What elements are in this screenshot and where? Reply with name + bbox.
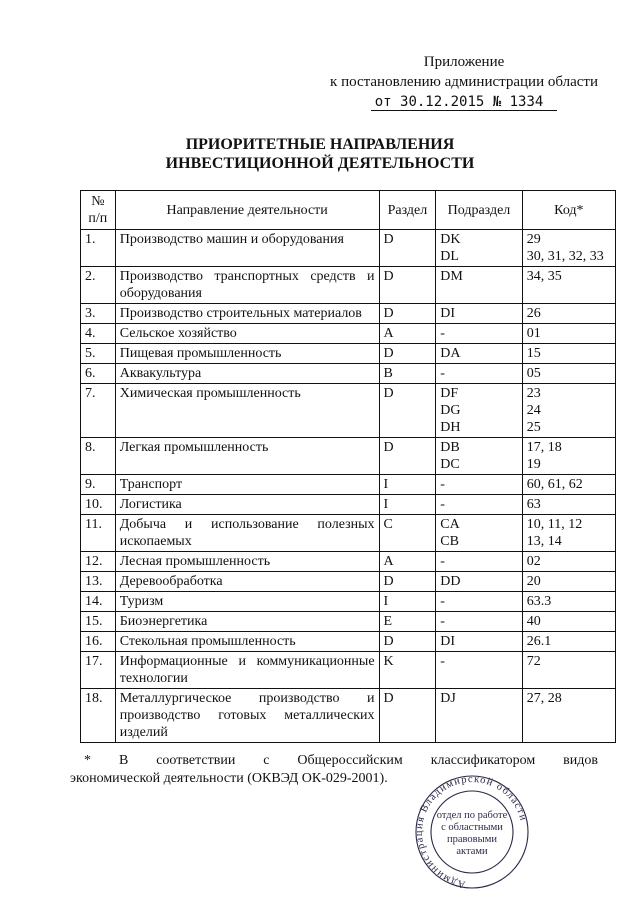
table-row [81, 384, 616, 438]
table-row [81, 438, 616, 475]
row-direction: Транспорт [115, 475, 379, 495]
table-row [81, 267, 616, 304]
row-direction: Лесная промышленность [115, 552, 379, 572]
okved-code: 25 [526, 420, 541, 435]
okved-code: 15 [526, 346, 541, 361]
subsection-code: - [440, 497, 445, 512]
table-row [81, 364, 616, 384]
stamp-center-text [437, 810, 508, 857]
row-direction: Аквакультура [115, 364, 379, 384]
row-number: 15. [81, 612, 116, 632]
okved-code: 23 [526, 386, 541, 401]
row-subsections [436, 652, 522, 689]
row-subsections [436, 364, 522, 384]
subsection-code: DI [440, 634, 456, 649]
okved-code: 30, 31, 32, 33 [526, 249, 604, 264]
okved-code: 05 [526, 366, 541, 381]
row-subsections [436, 632, 522, 652]
decree-reference: от 30.12.2015 № 1334 [371, 94, 558, 111]
row-codes [522, 592, 615, 612]
row-number: 18. [81, 689, 116, 743]
table-row [81, 572, 616, 592]
row-section: I [379, 475, 436, 495]
table-row [81, 689, 616, 743]
okved-code: 19 [526, 457, 541, 472]
subsection-code: DD [440, 574, 461, 589]
subsection-code: DM [440, 269, 463, 284]
table-row [81, 324, 616, 344]
okved-code: 26.1 [526, 634, 552, 649]
row-direction: Информационные и коммуникационные технологии [115, 652, 379, 689]
row-section: D [379, 304, 436, 324]
row-subsections [436, 267, 522, 304]
row-number: 2. [81, 267, 116, 304]
row-codes [522, 344, 615, 364]
row-number: 17. [81, 652, 116, 689]
row-codes [522, 652, 615, 689]
okved-code: 63.3 [526, 594, 552, 609]
row-subsections [436, 384, 522, 438]
row-codes [522, 230, 615, 267]
okved-code: 40 [526, 614, 541, 629]
row-direction: Химическая промышленность [115, 384, 379, 438]
subsection-code: CA [440, 517, 460, 532]
row-number: 16. [81, 632, 116, 652]
row-codes [522, 364, 615, 384]
subsection-code: DB [440, 440, 460, 455]
row-codes [522, 632, 615, 652]
row-section: A [379, 324, 436, 344]
row-subsections [436, 304, 522, 324]
table-row [81, 495, 616, 515]
row-subsections [436, 344, 522, 364]
row-codes [522, 267, 615, 304]
header-subsection: Подраздел [436, 191, 522, 230]
footnote-word: классификатором [430, 753, 536, 768]
footnote-word: видов [563, 753, 598, 768]
subsection-code: DF [440, 386, 459, 401]
row-direction: Деревообработка [115, 572, 379, 592]
okved-code: 72 [526, 654, 541, 669]
header-direction: Направление деятельности [115, 191, 379, 230]
subsection-code: CB [440, 534, 459, 549]
subsection-code: - [440, 326, 445, 341]
row-section: D [379, 267, 436, 304]
row-number: 5. [81, 344, 116, 364]
table-row [81, 304, 616, 324]
header-section: Раздел [379, 191, 436, 230]
header-number: № п/п [81, 191, 116, 230]
table-row [81, 652, 616, 689]
row-number: 8. [81, 438, 116, 475]
subsection-code: DJ [440, 691, 456, 706]
row-number: 4. [81, 324, 116, 344]
appendix-header [330, 52, 598, 112]
row-section: D [379, 632, 436, 652]
subsection-code: DI [440, 306, 456, 321]
okved-code: 63 [526, 497, 541, 512]
row-subsections [436, 592, 522, 612]
okved-code: 24 [526, 403, 541, 418]
row-number: 9. [81, 475, 116, 495]
row-codes [522, 515, 615, 552]
row-direction: Добыча и использование полезных ископаемых [115, 515, 379, 552]
stamp-ring-text: Администрация Владимирской области [413, 773, 529, 890]
row-section: D [379, 384, 436, 438]
row-section: I [379, 495, 436, 515]
row-number: 6. [81, 364, 116, 384]
table-row [81, 344, 616, 364]
row-section: B [379, 364, 436, 384]
okved-code: 27, 28 [526, 691, 562, 706]
row-number: 7. [81, 384, 116, 438]
table-row [81, 612, 616, 632]
subsection-code: DL [440, 249, 459, 264]
row-section: D [379, 230, 436, 267]
row-direction: Сельское хозяйство [115, 324, 379, 344]
table-body [81, 230, 616, 743]
okved-code: 01 [526, 326, 541, 341]
row-codes [522, 304, 615, 324]
row-direction: Производство машин и оборудования [115, 230, 379, 267]
subsection-code: - [440, 366, 445, 381]
okved-code: 60, 61, 62 [526, 477, 583, 492]
subsection-code: - [440, 594, 445, 609]
okved-code: 17, 18 [526, 440, 562, 455]
row-section: D [379, 438, 436, 475]
stamp-center-line: правовыми [447, 834, 497, 845]
row-subsections [436, 552, 522, 572]
row-direction: Производство строительных материалов [115, 304, 379, 324]
row-subsections [436, 689, 522, 743]
row-codes [522, 689, 615, 743]
row-section: K [379, 652, 436, 689]
row-codes [522, 384, 615, 438]
row-codes [522, 612, 615, 632]
row-direction: Производство транспортных средств и оборудования [115, 267, 379, 304]
header-code: Код* [522, 191, 615, 230]
priority-directions-table [80, 190, 616, 743]
subsection-code: DG [440, 403, 461, 418]
footnote-mark: * [84, 753, 91, 768]
row-codes [522, 572, 615, 592]
row-subsections [436, 230, 522, 267]
footnote-line-1 [70, 752, 598, 770]
subsection-code: DK [440, 232, 461, 247]
appendix-decree-caption: к постановлению администрации области [330, 74, 598, 90]
subsection-code: - [440, 654, 445, 669]
row-direction: Легкая промышленность [115, 438, 379, 475]
row-section: E [379, 612, 436, 632]
row-subsections [436, 612, 522, 632]
row-section: D [379, 344, 436, 364]
row-number: 1. [81, 230, 116, 267]
row-direction: Стекольная промышленность [115, 632, 379, 652]
row-number: 13. [81, 572, 116, 592]
subsection-code: DC [440, 457, 460, 472]
row-subsections [436, 475, 522, 495]
row-subsections [436, 438, 522, 475]
table-row [81, 632, 616, 652]
row-codes [522, 438, 615, 475]
row-codes [522, 552, 615, 572]
stamp-center-line: актами [456, 846, 488, 857]
footnote-line-2: экономической деятельности (ОКВЭД ОК-029-2001). [70, 771, 388, 786]
okved-code: 13, 14 [526, 534, 562, 549]
row-subsections [436, 572, 522, 592]
row-number: 3. [81, 304, 116, 324]
appendix-label: Приложение [423, 54, 505, 70]
row-codes [522, 495, 615, 515]
okved-code: 10, 11, 12 [526, 517, 583, 532]
table-row [81, 475, 616, 495]
subsection-code: DH [440, 420, 461, 435]
row-codes [522, 475, 615, 495]
stamp-center-line: с областными [441, 822, 503, 833]
okved-code: 29 [526, 232, 541, 247]
table-header-row [81, 191, 616, 230]
footnote-word: В [118, 753, 129, 768]
row-section: D [379, 689, 436, 743]
row-subsections [436, 515, 522, 552]
okved-code: 26 [526, 306, 541, 321]
official-stamp [410, 772, 534, 890]
title-line-2: ИНВЕСТИЦИОННОЙ ДЕЯТЕЛЬНОСТИ [165, 155, 475, 172]
row-section: C [379, 515, 436, 552]
row-subsections [436, 495, 522, 515]
subsection-code: - [440, 554, 445, 569]
title-line-1: ПРИОРИТЕТНЫЕ НАПРАВЛЕНИЯ [185, 136, 455, 153]
row-number: 12. [81, 552, 116, 572]
row-number: 14. [81, 592, 116, 612]
table-row [81, 515, 616, 552]
row-direction: Металлургическое производство и производство готовых металлических изделий [115, 689, 379, 743]
okved-code: 20 [526, 574, 541, 589]
row-direction: Пищевая промышленность [115, 344, 379, 364]
row-codes [522, 324, 615, 344]
subsection-code: DA [440, 346, 461, 361]
row-section: I [379, 592, 436, 612]
okved-code: 02 [526, 554, 541, 569]
table-row [81, 592, 616, 612]
okved-code: 34, 35 [526, 269, 562, 284]
row-section: A [379, 552, 436, 572]
row-number: 10. [81, 495, 116, 515]
row-number: 11. [81, 515, 116, 552]
subsection-code: - [440, 614, 445, 629]
subsection-code: - [440, 477, 445, 492]
row-direction: Туризм [115, 592, 379, 612]
row-subsections [436, 324, 522, 344]
document-title [0, 135, 640, 173]
footnote-word: соответствии [156, 753, 236, 768]
table-row [81, 230, 616, 267]
footnote-word: Общероссийским [297, 753, 403, 768]
stamp-center-line: отдел по работе [436, 810, 508, 821]
table-row [81, 552, 616, 572]
row-direction: Биоэнергетика [115, 612, 379, 632]
footnote-word: с [263, 753, 270, 768]
row-direction: Логистика [115, 495, 379, 515]
row-section: D [379, 572, 436, 592]
